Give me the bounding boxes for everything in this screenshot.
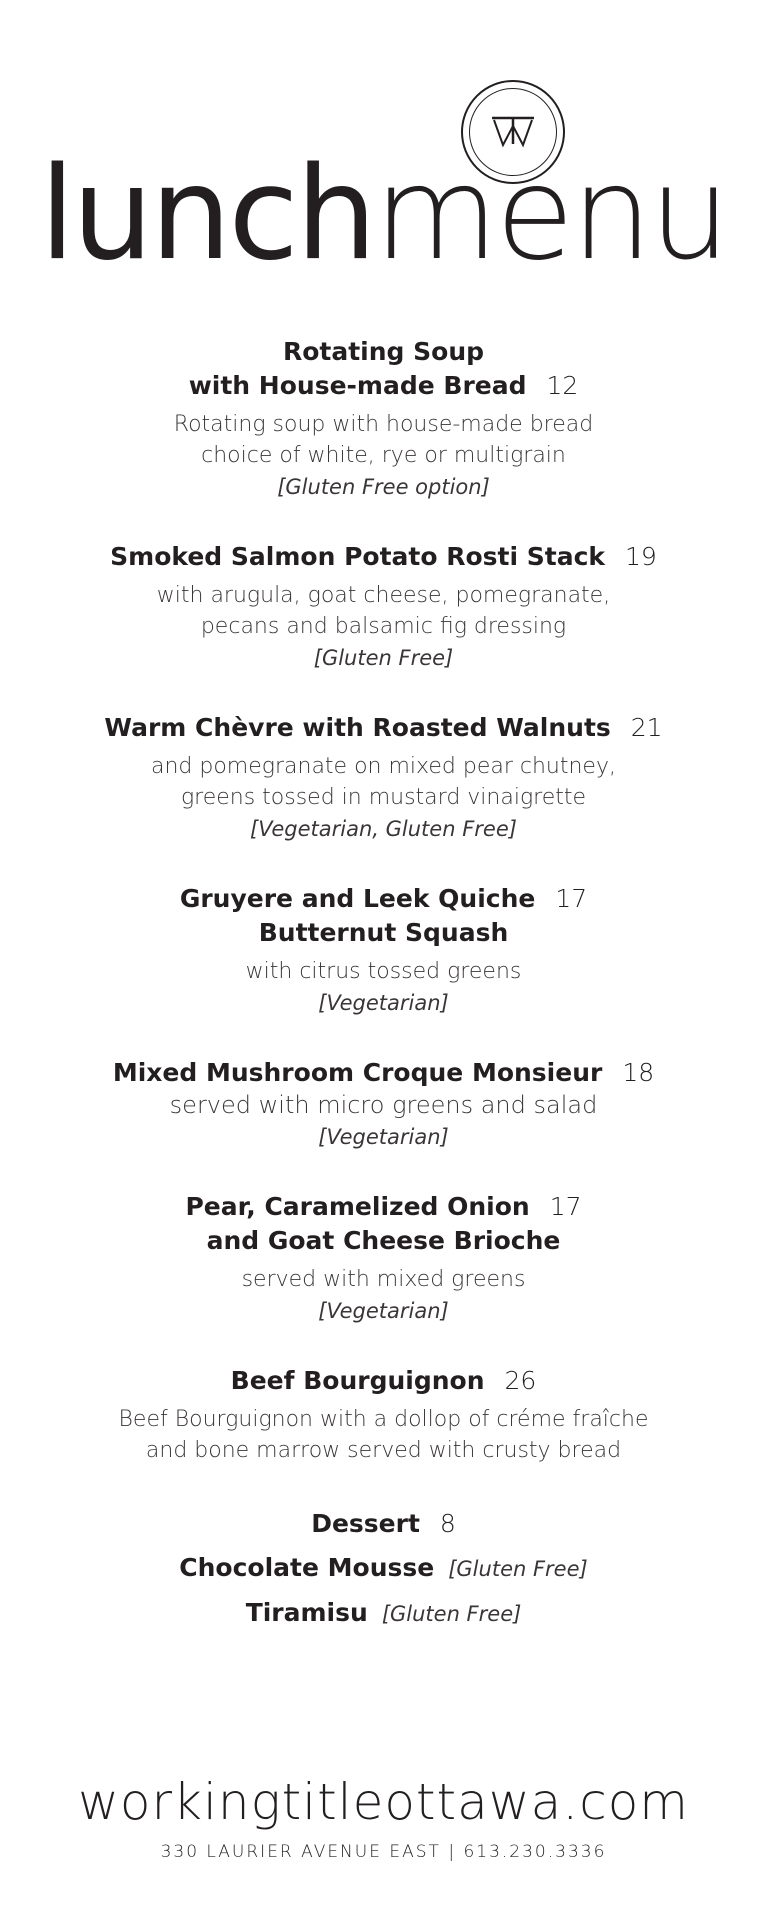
dish-description	[0, 409, 767, 471]
description-line: with citrus tossed greens	[245, 959, 522, 984]
dish-name-line1	[0, 882, 767, 916]
menu-list	[0, 335, 767, 1672]
dish-price: 12	[546, 371, 579, 400]
menu-item-soup	[0, 335, 767, 504]
dish-price: 17	[555, 884, 588, 913]
description-line: Beef Bourguignon with a dollop of créme fraîche	[118, 1407, 649, 1432]
dessert-option-name: Tiramisu	[245, 1598, 368, 1627]
dish-price: 19	[625, 542, 657, 571]
dish-price: 21	[630, 713, 663, 742]
dish-name-text: Gruyere and Leek Quiche	[179, 884, 536, 913]
dish-name-line2: Butternut Squash	[258, 918, 509, 947]
menu-item-chevre	[0, 711, 767, 846]
dessert-option	[0, 1546, 767, 1591]
dish-description	[0, 751, 767, 813]
description-line: served with micro greens and salad	[169, 1091, 598, 1119]
dietary-tag: [Gluten Free]	[313, 646, 454, 670]
dietary-tag: [Gluten Free option]	[277, 475, 490, 499]
menu-item-bourguignon	[0, 1364, 767, 1466]
menu-item-croque	[0, 1056, 767, 1154]
dish-description	[0, 1264, 767, 1295]
dietary-tag: [Vegetarian]	[318, 991, 449, 1015]
menu-item-salmon	[0, 540, 767, 675]
description-line: and bone marrow served with crusty bread	[145, 1438, 622, 1463]
title-menu: menu	[373, 140, 728, 289]
dish-name-text: with House-made Bread	[188, 371, 527, 400]
page-title	[0, 140, 767, 290]
description-line: pecans and balsamic fig dressing	[200, 614, 567, 639]
dish-price: 17	[549, 1192, 582, 1221]
address-phone: 330 LAURIER AVENUE EAST | 613.230.3336	[160, 1842, 607, 1862]
dish-name-text: Warm Chèvre with Roasted Walnuts	[104, 713, 611, 742]
description-line: served with mixed greens	[241, 1267, 526, 1292]
title-lunch: lunch	[39, 140, 374, 289]
description-line: Rotating soup with house-made bread	[173, 412, 594, 437]
dish-name-line1	[0, 1364, 767, 1398]
dish-description	[0, 956, 767, 987]
dish-description	[0, 1090, 767, 1121]
dish-name-text: Mixed Mushroom Croque Monsieur	[112, 1058, 603, 1087]
dish-name-line2: and Goat Cheese Brioche	[206, 1226, 561, 1255]
dish-description	[0, 1404, 767, 1466]
dessert-option-name: Chocolate Mousse	[179, 1553, 435, 1582]
dish-name-line2	[0, 369, 767, 403]
dish-price: 26	[504, 1366, 537, 1395]
menu-item-dessert	[0, 1502, 767, 1636]
website-url[interactable]: workingtitleottawa.com	[78, 1773, 689, 1831]
dessert-option	[0, 1591, 767, 1636]
dish-description	[0, 580, 767, 642]
dish-name-line1	[0, 711, 767, 745]
description-line: choice of white, rye or multigrain	[201, 443, 566, 468]
menu-item-brioche	[0, 1190, 767, 1328]
description-line: with arugula, goat cheese, pomegranate,	[156, 583, 611, 608]
dish-name-line1	[0, 1190, 767, 1224]
dietary-tag: [Gluten Free]	[448, 1557, 588, 1581]
dietary-tag: [Vegetarian, Gluten Free]	[250, 817, 517, 841]
dish-name: Rotating Soup	[282, 337, 485, 366]
description-line: and pomegranate on mixed pear chutney,	[151, 754, 616, 779]
dish-name-line1	[0, 540, 767, 574]
dessert-price: 8	[439, 1509, 456, 1538]
dish-name-line1	[0, 1056, 767, 1090]
dish-name-text: Pear, Caramelized Onion	[185, 1192, 530, 1221]
dietary-tag: [Vegetarian]	[318, 1125, 449, 1149]
dish-name-text: Smoked Salmon Potato Rosti Stack	[110, 542, 606, 571]
dish-name-text: Beef Bourguignon	[230, 1366, 485, 1395]
dietary-tag: [Vegetarian]	[318, 1299, 449, 1323]
dish-price: 18	[622, 1058, 655, 1087]
dietary-tag: [Gluten Free]	[381, 1602, 522, 1626]
menu-item-quiche	[0, 882, 767, 1020]
dessert-title: Dessert	[311, 1509, 420, 1538]
description-line: greens tossed in mustard vinaigrette	[180, 785, 587, 810]
dessert-heading	[0, 1502, 767, 1546]
